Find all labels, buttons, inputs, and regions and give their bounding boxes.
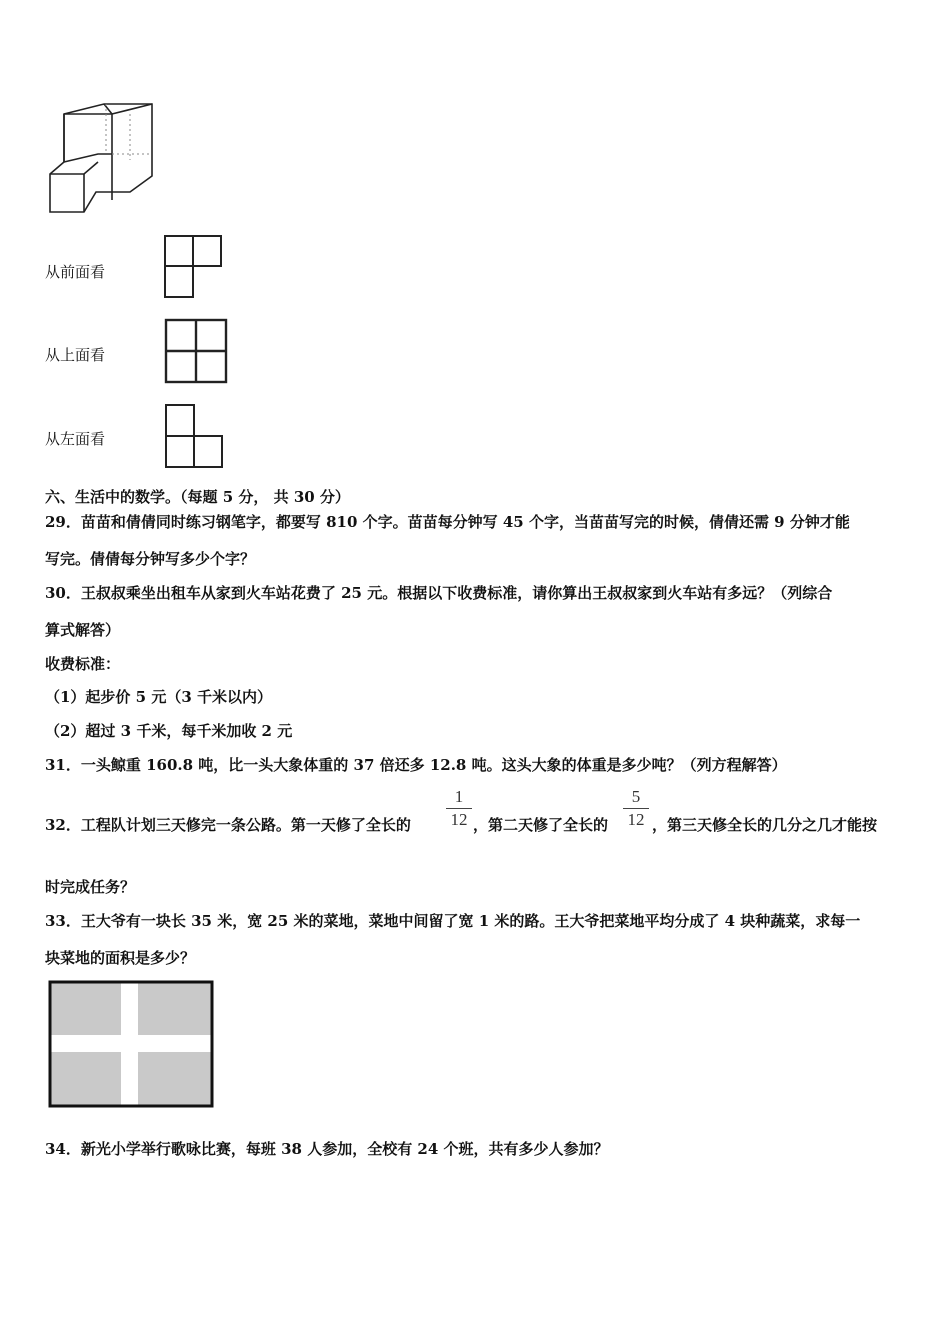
fraction-1-numerator: 1 (454, 787, 464, 806)
question-30-line-2: 算式解答） (45, 621, 121, 639)
fee-rule-2: （2）超过 3 千米，每千米加收 2 元 (45, 722, 293, 740)
question-32-part-1: 32．工程队计划三天修完一条公路。第一天修了全长的 (45, 816, 411, 834)
fee-standard-title: 收费标准： (45, 655, 121, 673)
cube-solid-figure (44, 100, 159, 220)
question-34-line-1: 34．新光小学举行歌咏比赛，每班 38 人参加，全校有 24 个班，共有多少人参加？ (45, 1140, 609, 1158)
section-heading: 六、生活中的数学。（每题 5 分， 共 30 分） (45, 488, 350, 506)
front-view-figure (163, 234, 225, 300)
question-30-line-1: 30．王叔叔乘坐出租车从家到火车站花费了 25 元。根据以下收费标准，请你算出王叔叔家到火车站有多远？（列综合 (45, 584, 833, 602)
fraction-2-denominator: 12 (627, 810, 645, 829)
left-view-figure (163, 402, 225, 470)
question-33-line-1: 33．王大爷有一块长 35 米，宽 25 米的菜地，菜地中间留了宽 1 米的路。王大爷把菜地平均分成了 4 块种蔬菜，求每一 (45, 912, 861, 930)
fraction-1-bar (446, 808, 472, 809)
top-view-figure (163, 317, 229, 385)
fraction-one-twelfth (446, 788, 472, 829)
question-31-line-1: 31．一头鲸重 160.8 吨，比一头大象体重的 37 倍还多 12.8 吨。这头大象的体重是多少吨？（列方程解答） (45, 756, 787, 774)
front-view-label: 从前面看 (45, 263, 106, 281)
fraction-2-bar (623, 808, 649, 809)
question-29-line-1: 29．苗苗和倩倩同时练习钢笔字，都要写 810 个字。苗苗每分钟写 45 个字，当苗苗写完的时候，倩倩还需 9 分钟才能 (45, 513, 850, 531)
question-32-part-2: ，第二天修了全长的 (473, 816, 609, 834)
fee-rule-1: （1）起步价 5 元（3 千米以内） (45, 688, 272, 706)
fraction-five-twelfths (623, 788, 649, 829)
question-32-part-3: ，第三天修全长的几分之几才能按 (652, 816, 878, 834)
question-29-line-2: 写完。倩倩每分钟写多少个字？ (45, 550, 256, 568)
fraction-1-denominator: 12 (450, 810, 468, 829)
left-view-label: 从左面看 (45, 430, 106, 448)
top-view-label: 从上面看 (45, 346, 106, 364)
fraction-2-numerator: 5 (631, 787, 641, 806)
question-33-line-2: 块菜地的面积是多少？ (45, 949, 196, 967)
vegetable-garden-figure (48, 980, 216, 1110)
question-32-line-2: 时完成任务？ (45, 878, 136, 896)
